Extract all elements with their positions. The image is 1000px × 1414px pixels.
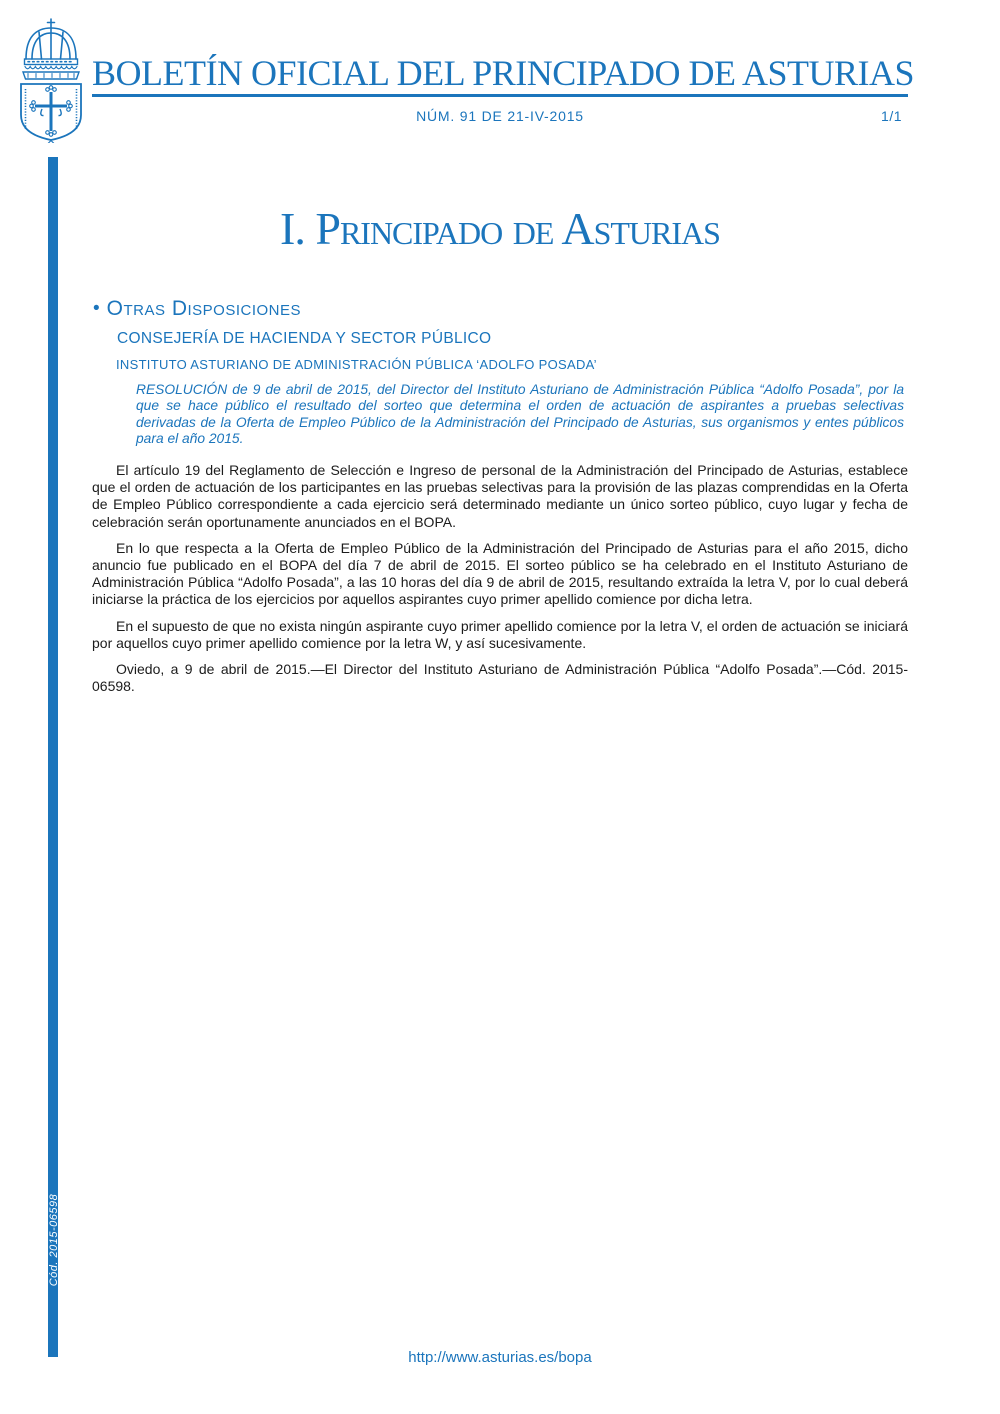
document-code-label: Cód. 2015-06598 <box>48 1193 60 1287</box>
section-heading: I. Principado de Asturias <box>280 203 720 254</box>
subsection-heading-row <box>93 297 301 321</box>
paragraph-article-19: El artículo 19 del Reglamento de Selección e Ingreso de personal de la Administración del Principado de Asturias, establece que el orden de actuación de los participantes en las pruebas selectivas para la provisión de las plazas comprendidas en la Oferta de Empleo Público correspondiente a cada ejercicio será determinado mediante un único sorteo público, cuyo lugar y fecha de celebración serán oportunamente anunciados en el BOPA. <box>92 462 908 530</box>
paragraph-lottery-result: En lo que respecta a la Oferta de Empleo Público de la Administración del Principado de Asturias para el año 2015, dicho anuncio fue publicado en el BOPA del día 7 de abril de 2015. El sorteo público se ha celebrado en el Instituto Asturiano de Administración Pública “Adolfo Posada”, a las 10 horas del día 9 de abril de 2015, resultando extraída la letra V, por lo cual deberá iniciarse la práctica de los ejercicios por aquellos aspirantes cuyo primer apellido comience por dicha letra. <box>92 539 908 608</box>
body-text <box>92 462 908 704</box>
institute-heading: INSTITUTO ASTURIANO DE ADMINISTRACIÓN PÚBLICA ‘ADOLFO POSADA’ <box>116 357 597 372</box>
bulletin-title: BOLETÍN OFICIAL DEL PRINCIPADO DE ASTURIAS <box>92 53 915 93</box>
issue-info: NÚM. 91 DE 21-IV-2015 <box>416 108 584 124</box>
bopa-url-link[interactable]: http://www.asturias.es/bopa <box>408 1349 592 1366</box>
bullet-icon: • <box>93 298 100 319</box>
document-code-bar <box>48 157 58 1357</box>
page-indicator: 1/1 <box>881 108 902 124</box>
paragraph-fallback-letter: En el supuesto de que no exista ningún aspirante cuyo primer apellido comience por la letra V, el orden de actuación se iniciará por aquellos cuyo primer apellido comience por la letra W, y así sucesivamente. <box>92 617 908 651</box>
resolution-summary: RESOLUCIÓN de 9 de abril de 2015, del Director del Instituto Asturiano de Administración Pública “Adolfo Posada”, por la que se hace público el resultado del sorteo que determina el orden de actuación de aspirantes a pruebas selectivas derivadas de la Oferta de Empleo Público de la Administración del Principado de Asturias, sus organismos y entes públicos para el año 2015. <box>136 382 904 447</box>
paragraph-signature: Oviedo, a 9 de abril de 2015.—El Director del Instituto Asturiano de Administración Pública “Adolfo Posada”.—Cód. 2015-06598. <box>92 661 908 695</box>
asturias-coat-of-arms-icon <box>12 18 90 143</box>
subsection-heading: Otras Disposiciones <box>106 297 302 320</box>
department-heading: CONSEJERÍA DE HACIENDA Y SECTOR PÚBLICO <box>117 330 492 347</box>
masthead-divider <box>92 94 908 97</box>
